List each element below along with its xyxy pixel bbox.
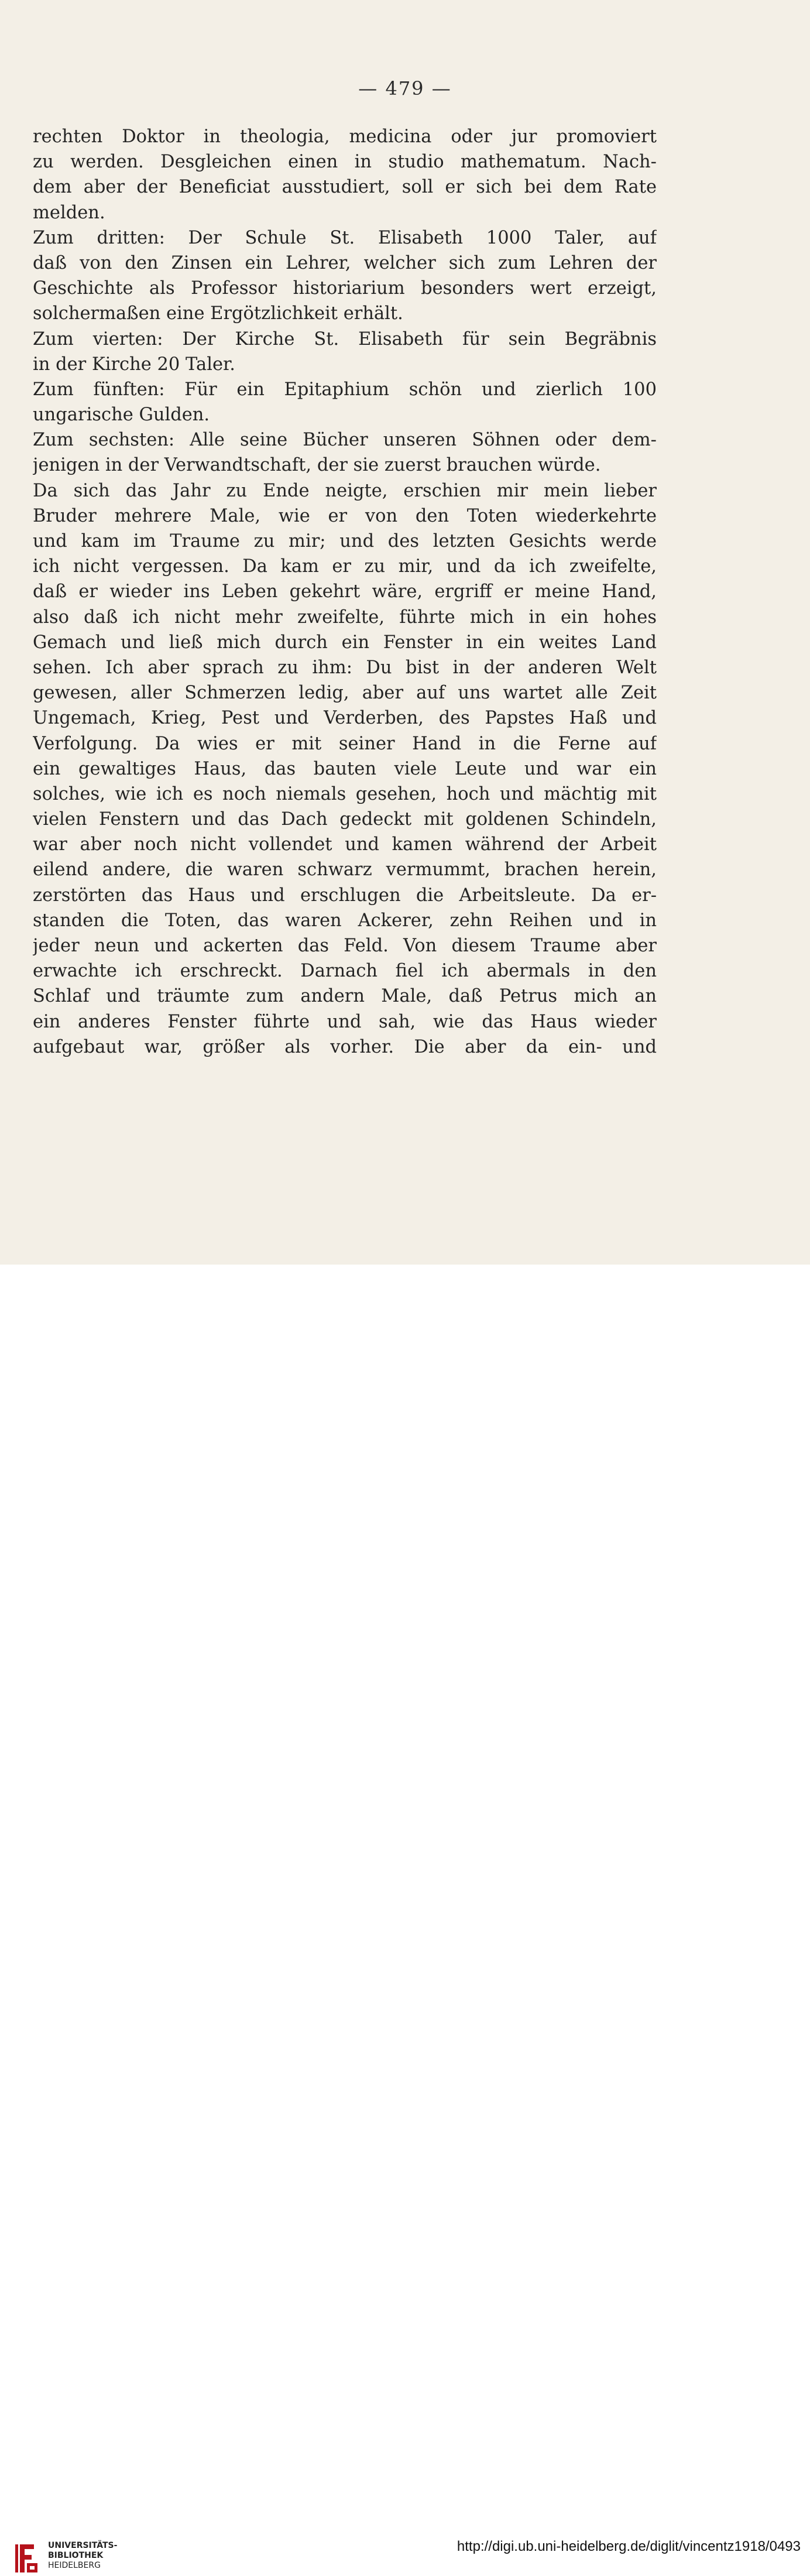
scanned-page bbox=[0, 0, 810, 1265]
text-line: vielen Fenstern und das Dach gedeckt mit goldenen Schindeln, bbox=[33, 809, 657, 830]
text-line: daß er wieder ins Leben gekehrt wäre, ergriff er meine Hand, bbox=[33, 581, 657, 602]
text-line: Zum sechsten: Alle seine Bücher unseren Söhnen oder dem- bbox=[33, 430, 657, 451]
text-line: Zum dritten: Der Schule St. Elisabeth 1000 Taler, auf bbox=[33, 227, 657, 248]
text-line: melden. bbox=[33, 202, 105, 223]
text-line: dem aber der Beneficiat ausstudiert, soll er sich bei dem Rate bbox=[33, 177, 657, 198]
library-name-line1: UNIVERSITÄTS- bbox=[48, 2541, 118, 2550]
text-line: gewesen, aller Schmerzen ledig, aber auf uns wartet alle Zeit bbox=[33, 683, 657, 704]
text-line: Zum vierten: Der Kirche St. Elisabeth für sein Begräbnis bbox=[33, 328, 657, 350]
text-line: in der Kirche 20 Taler. bbox=[33, 354, 235, 375]
text-line: Verfolgung. Da wies er mit seiner Hand in die Ferne auf bbox=[33, 733, 657, 754]
text-line: jeder neun und ackerten das Feld. Von diesem Traume aber bbox=[33, 936, 657, 956]
text-line: Gemach und ließ mich durch ein Fenster in ein weites Land bbox=[33, 632, 657, 653]
text-line: Schlaf und träumte zum andern Male, daß Petrus mich an bbox=[33, 986, 657, 1007]
text-line: erwachte ich erschreckt. Darnach fiel ich abermals in den bbox=[33, 961, 657, 982]
text-line: ich nicht vergessen. Da kam er zu mir, und da ich zweifelte, bbox=[33, 556, 657, 577]
text-line: Da sich das Jahr zu Ende neigte, erschien mir mein lieber bbox=[33, 480, 657, 501]
text-line: solchermaßen eine Ergötzlichkeit erhält. bbox=[33, 303, 403, 324]
text-line: Geschichte als Professor historiarium besonders wert erzeigt, bbox=[33, 278, 657, 299]
text-line: eilend andere, die waren schwarz vermummt, brachen herein, bbox=[33, 859, 657, 881]
text-line: Ungemach, Krieg, Pest und Verderben, des Papstes Haß und bbox=[33, 708, 657, 729]
text-line: standen die Toten, das waren Ackerer, zehn Reihen und in bbox=[33, 910, 657, 931]
body-text bbox=[33, 124, 657, 1060]
source-url[interactable]: http://digi.ub.uni-heidelberg.de/diglit/vincentz1918/0493 bbox=[457, 2539, 801, 2554]
library-name bbox=[48, 2541, 117, 2571]
text-line: ein anderes Fenster führte und sah, wie das Haus wieder bbox=[33, 1011, 657, 1032]
text-line: ein gewaltiges Haus, das bauten viele Leute und war ein bbox=[33, 758, 657, 779]
text-line: aufgebaut war, größer als vorher. Die aber da ein- und bbox=[33, 1036, 657, 1057]
library-logo[interactable] bbox=[14, 2541, 117, 2576]
heidelberg-library-logo-icon bbox=[14, 2541, 40, 2576]
text-line: also daß ich nicht mehr zweifelte, führte mich in ein hohes bbox=[33, 607, 657, 628]
text-line: jenigen in der Verwandtschaft, der sie zuerst brauchen würde. bbox=[33, 455, 601, 476]
text-line: ungarische Gulden. bbox=[33, 405, 210, 426]
page-number: — 479 — bbox=[358, 77, 452, 100]
text-line: solches, wie ich es noch niemals gesehen, hoch und mächtig mit bbox=[33, 783, 657, 804]
library-name-line2: BIBLIOTHEK bbox=[48, 2551, 104, 2560]
library-name-line3: HEIDELBERG bbox=[48, 2561, 101, 2570]
footer bbox=[0, 1265, 810, 2570]
text-line: und kam im Traume zu mir; und des letzten Gesichts werde bbox=[33, 531, 657, 551]
text-line: Bruder mehrere Male, wie er von den Toten wiederkehrte bbox=[33, 505, 657, 526]
text-line: zerstörten das Haus und erschlugen die Arbeitsleute. Da er- bbox=[33, 885, 657, 906]
text-line: war aber noch nicht vollendet und kamen während der Arbeit bbox=[33, 834, 657, 855]
text-line: Zum fünften: Für ein Epitaphium schön und zierlich 100 bbox=[33, 379, 657, 400]
text-line: sehen. Ich aber sprach zu ihm: Du bist in der anderen Welt bbox=[33, 657, 657, 678]
text-line: rechten Doktor in theologia, medicina oder jur promoviert bbox=[33, 126, 657, 147]
text-line: daß von den Zinsen ein Lehrer, welcher sich zum Lehren der bbox=[33, 252, 657, 273]
text-line: zu werden. Desgleichen einen in studio mathematum. Nach- bbox=[33, 152, 657, 173]
